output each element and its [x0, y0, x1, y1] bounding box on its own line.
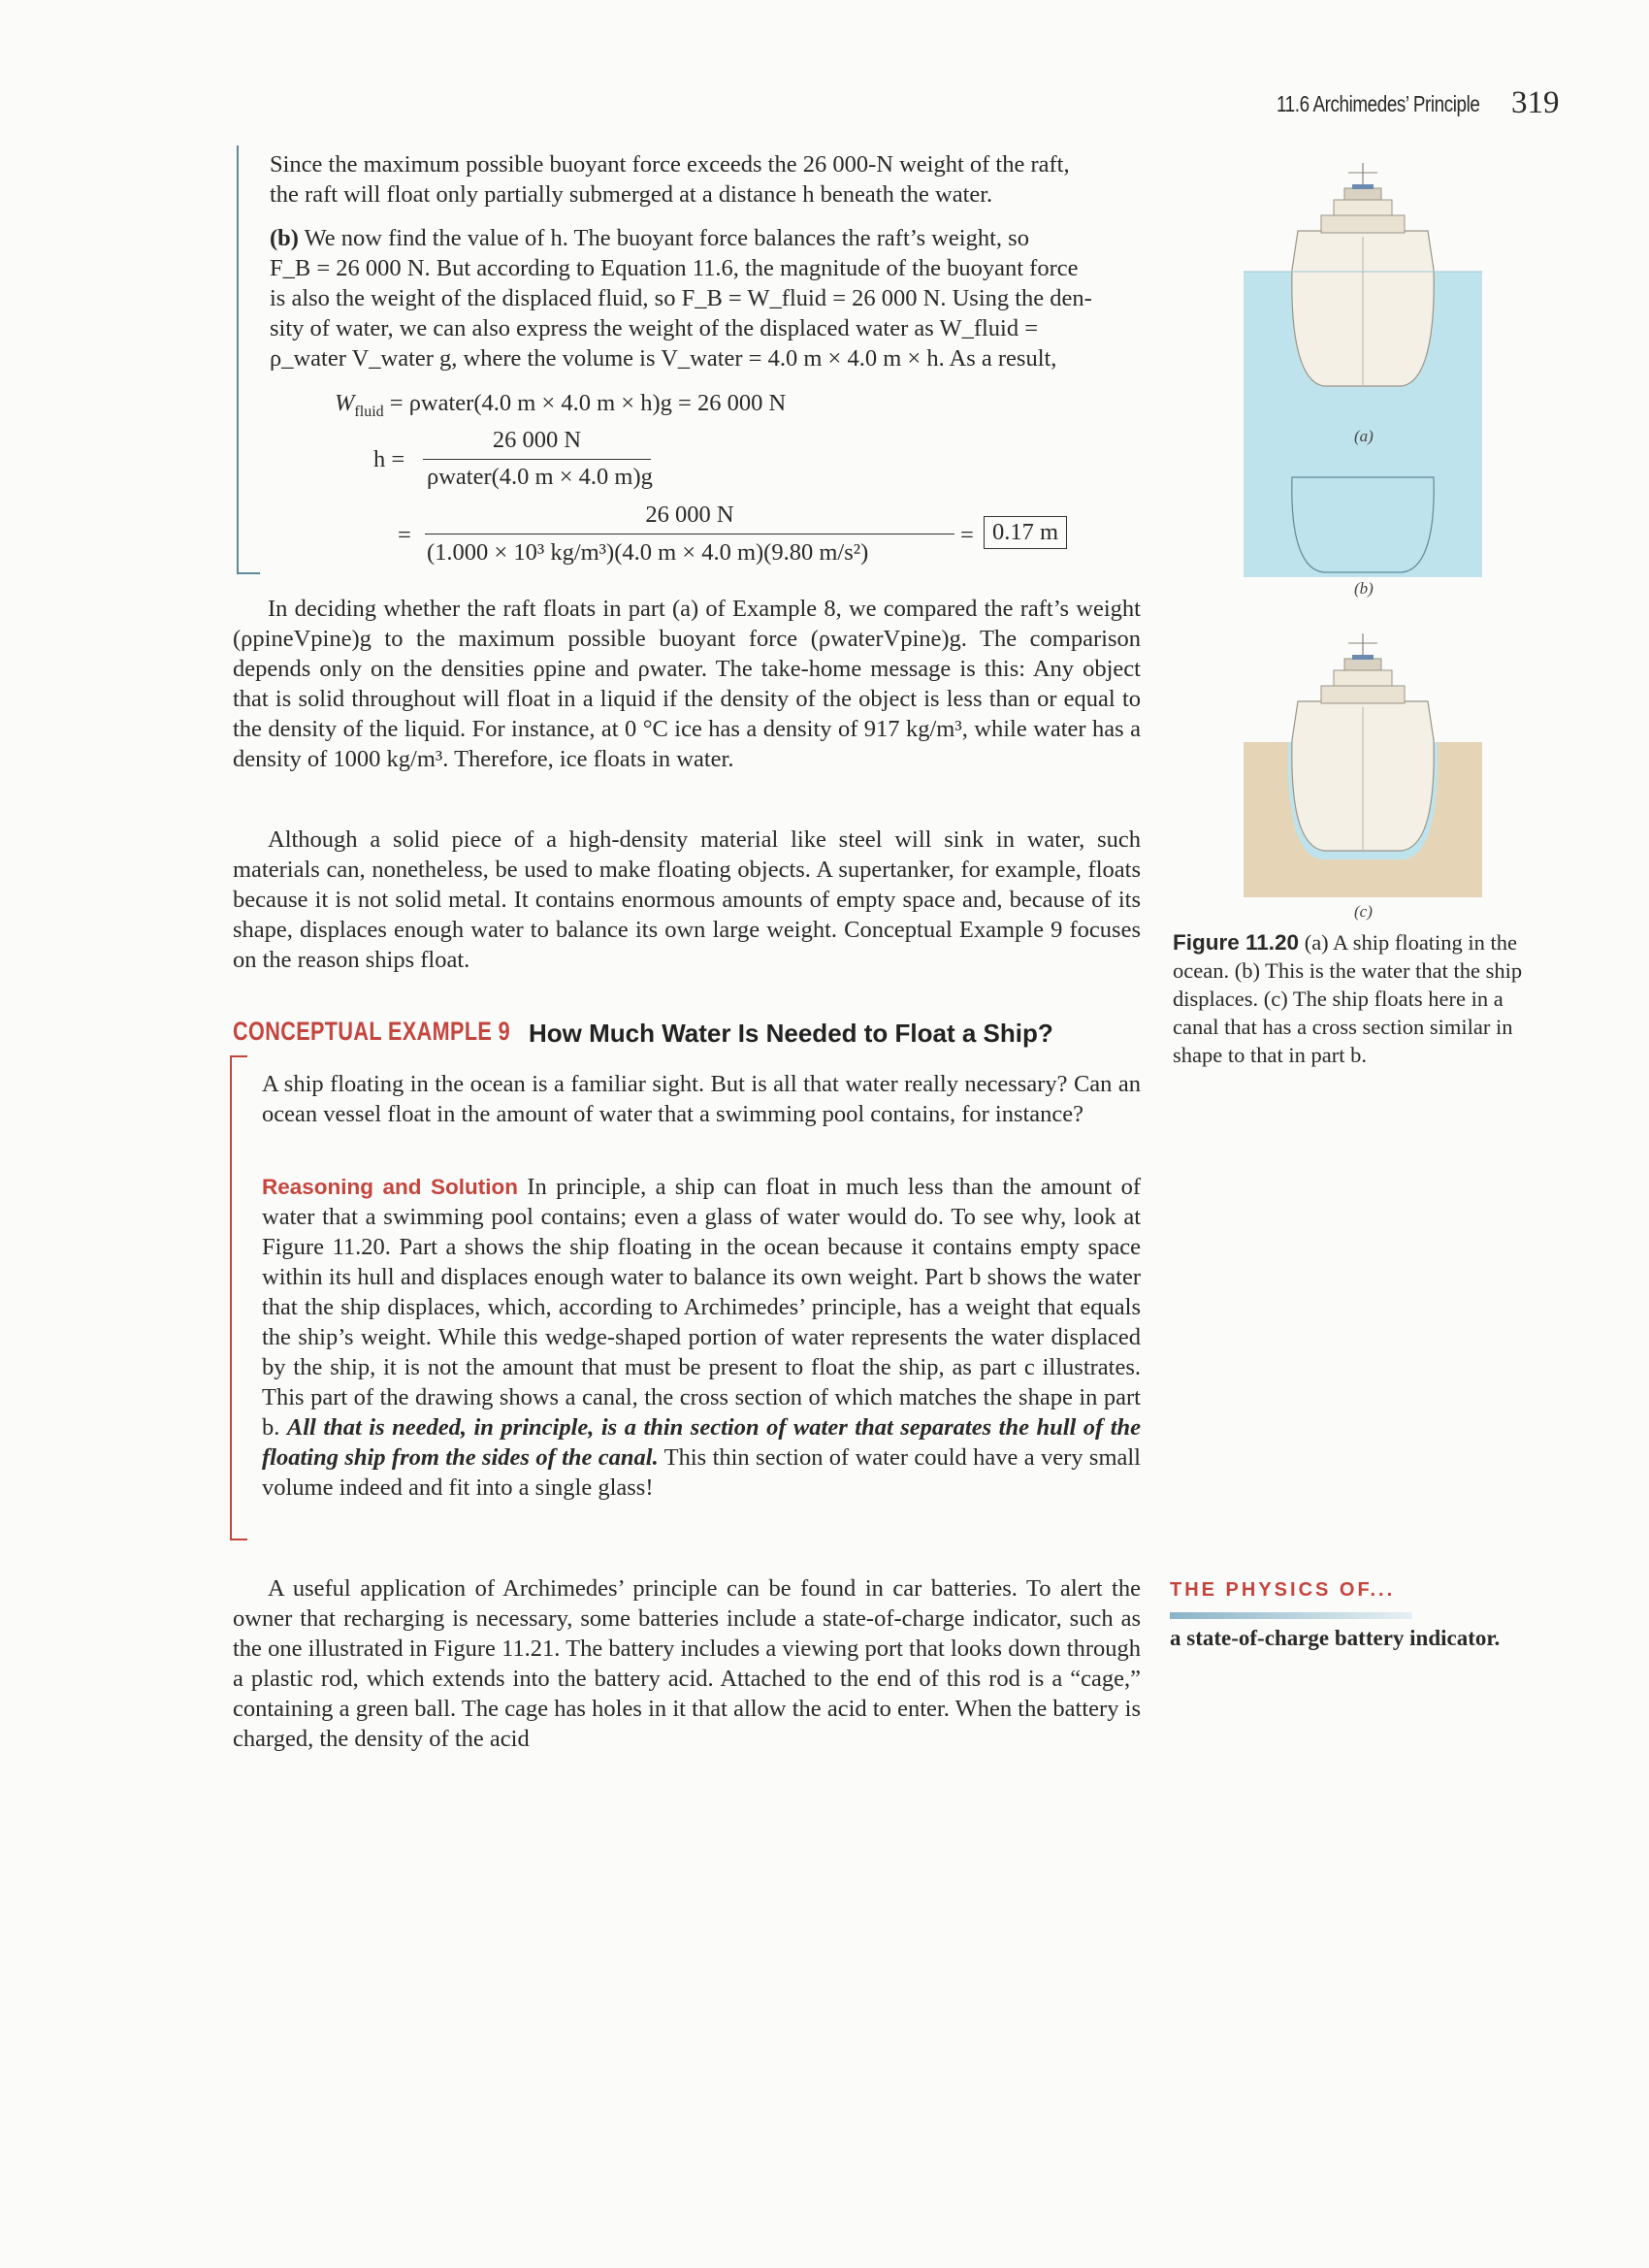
body-paragraph-1 [233, 594, 1141, 774]
figure-part-c [1244, 633, 1482, 897]
conceptual-example-heading: CONCEPTUAL EXAMPLE 9 [233, 1017, 511, 1046]
figure-label-b: (b) [1354, 579, 1374, 598]
question-text: A ship floating in the ocean is a familiar sight. But is all that water really necessary? Can an ocean vessel float in the amount of water that a swimming pool contains, for instance? [262, 1071, 1141, 1127]
displaced-water [1292, 477, 1434, 572]
eq2-denominator: ρwater(4.0 m × 4.0 m)g [427, 464, 653, 490]
eq2-numerator: 26 000 N [492, 427, 582, 453]
part-b-line-3: is also the weight of the displaced fluid, so F_B = W_fluid = 26 000 N. Using the den- [270, 285, 1092, 311]
figure-caption-text: (a) A ship floating in the ocean. (b) This is the water that the ship displaces. (c) The ship floats here in a canal that has a cross section similar in shape to that in part b. [1173, 930, 1523, 1067]
intro-paragraph [270, 149, 1157, 210]
part-b-line-2: F_B = 26 000 N. But according to Equation 11.6, the magnitude of the buoyant force [270, 255, 1079, 281]
eq3-result-equals: = [960, 522, 974, 548]
figure-part-b [1292, 477, 1434, 572]
ship-windows [1352, 184, 1374, 189]
eq3-fraction-bar [425, 534, 954, 535]
battery-paragraph-text: A useful application of Archimedes’ principle can be found in car batteries. To alert the owner that recharging is necessary, some batteries include a state-of-charge indicator, such as the one illustrated in Figure 11.21. The battery includes a viewing port that looks down through a plastic rod, which extends into the battery acid. Attached to the end of this rod is a “cage,” containing a green ball. The cage has holes in it that allow the acid to enter. When the battery is charged, the density of the acid [233, 1575, 1141, 1752]
body-paragraph-2-text: Although a solid piece of a high-density material like steel will sink in water, such materials can, nonetheless, be used to make floating objects. A supertanker, for example, floats because it is not solid metal. It contains enormous amounts of empty space and, because of its shape, displaces enough water to balance its own large weight. Conceptual Example 9 focuses on the reason ships float. [233, 826, 1141, 973]
body-paragraph-1-text: In deciding whether the raft floats in part (a) of Example 8, we compared the raft’s weight (ρpineVpine)g to the maximum possible buoyant force (ρwaterVpine)g. The comparison depends only on the densities ρpine and ρwater. The take-home message is this: Any object that is solid throughout will float in a liquid if the density of the object is less than or equal to the density of the liquid. For instance, at 0 °C ice has a density of 917 kg/m³, while water has a density of 1000 kg/m³. Therefore, ice floats in water. [233, 596, 1141, 772]
eq2-fraction-bar [423, 459, 651, 460]
eq3-denominator: (1.000 × 10³ kg/m³)(4.0 m × 4.0 m)(9.80 m/s²) [427, 539, 869, 566]
figure-caption [1173, 928, 1546, 1069]
battery-paragraph [233, 1573, 1141, 1754]
figure-caption-number: Figure 11.20 [1173, 930, 1300, 955]
answer-box: 0.17 m [984, 516, 1067, 549]
example-bracket-end [237, 543, 260, 574]
reasoning-and-solution [262, 1172, 1141, 1503]
physics-of-bar [1170, 1612, 1412, 1619]
reasoning-emphasis: All that is needed, in principle, is a thin section of water that separates the hull of the floating ship from the sides of the canal. [262, 1414, 1142, 1471]
physics-of-heading: THE PHYSICS OF... [1170, 1579, 1396, 1601]
eq3-numerator: 26 000 N [645, 502, 734, 528]
running-head: 11.6 Archimedes’ Principle [1277, 91, 1480, 116]
eq3-equals: = [398, 522, 411, 548]
conceptual-example-title: How Much Water Is Needed to Float a Ship? [529, 1019, 1053, 1048]
intro-line-1: Since the maximum possible buoyant force exceeds the 26 000-N weight of the raft, [270, 151, 1070, 178]
eq1-lhs: W [335, 390, 355, 416]
part-b-label: (b) [270, 225, 299, 251]
ship-bridge [1344, 188, 1381, 200]
reasoning-label: Reasoning and Solution [262, 1175, 518, 1199]
reasoning-text: In principle, a ship can float in much less than the amount of water that a swimming pool contains; even a glass of water would do. To see why, look at Figure 11.20. Part a shows the ship floating in the ocean because it contains empty space within its hull and displaces enough water to balance its own weight. Part b shows the water that the ship displaces, which, according to Archimedes’ principle, has a weight that equals the ship’s weight. While this wedge-shaped portion of water represents the water displaced by the ship, it is not the amount that must be present to float the ship, as part c illustrates. This part of the drawing shows a canal, the cross section of which matches the shape in part b. [262, 1174, 1141, 1441]
ship-windows-canal [1352, 655, 1374, 660]
ship-deck-2-canal [1334, 670, 1392, 686]
figure-11-20 [1232, 155, 1494, 902]
eq1-lhs-sub: fluid [354, 403, 384, 420]
conceptual-example-bracket [230, 1055, 242, 1540]
part-b-line-5: ρ_water V_water g, where the volume is V_water = 4.0 m × 4.0 m × h. As a result, [270, 345, 1057, 372]
part-b-line-1: We now find the value of h. The buoyant force balances the raft’s weight, so [304, 225, 1029, 251]
ship-deck-1-canal [1321, 686, 1405, 703]
physics-of-topic: a state-of-charge battery indicator. [1170, 1626, 1501, 1650]
part-b-paragraph [270, 223, 1157, 373]
part-b-line-4: sity of water, we can also express the weight of the displaced water as W_fluid = [270, 315, 1039, 341]
intro-line-2: the raft will float only partially submerged at a distance h beneath the water. [270, 181, 993, 208]
example-bracket [237, 146, 248, 572]
body-paragraph-2 [233, 825, 1141, 975]
eq2-lhs: h = [373, 446, 405, 472]
reasoning-closing: This thin section of water could have a very small volume indeed and fit into a single glass! [262, 1444, 1141, 1501]
conceptual-example-bracket-top [230, 1055, 247, 1057]
eq1-rhs: = ρwater(4.0 m × 4.0 m × h)g = 26 000 N [389, 390, 787, 416]
ship-deck-1 [1321, 215, 1405, 233]
conceptual-example-question [262, 1069, 1141, 1129]
figure-label-c: (c) [1354, 902, 1373, 921]
ship-bridge-canal [1344, 659, 1381, 670]
equation-1 [335, 390, 786, 421]
conceptual-example-bracket-bottom [230, 1539, 247, 1540]
figure-label-a: (a) [1354, 427, 1374, 445]
ship-deck-2 [1334, 200, 1392, 215]
page-number: 319 [1511, 85, 1560, 120]
